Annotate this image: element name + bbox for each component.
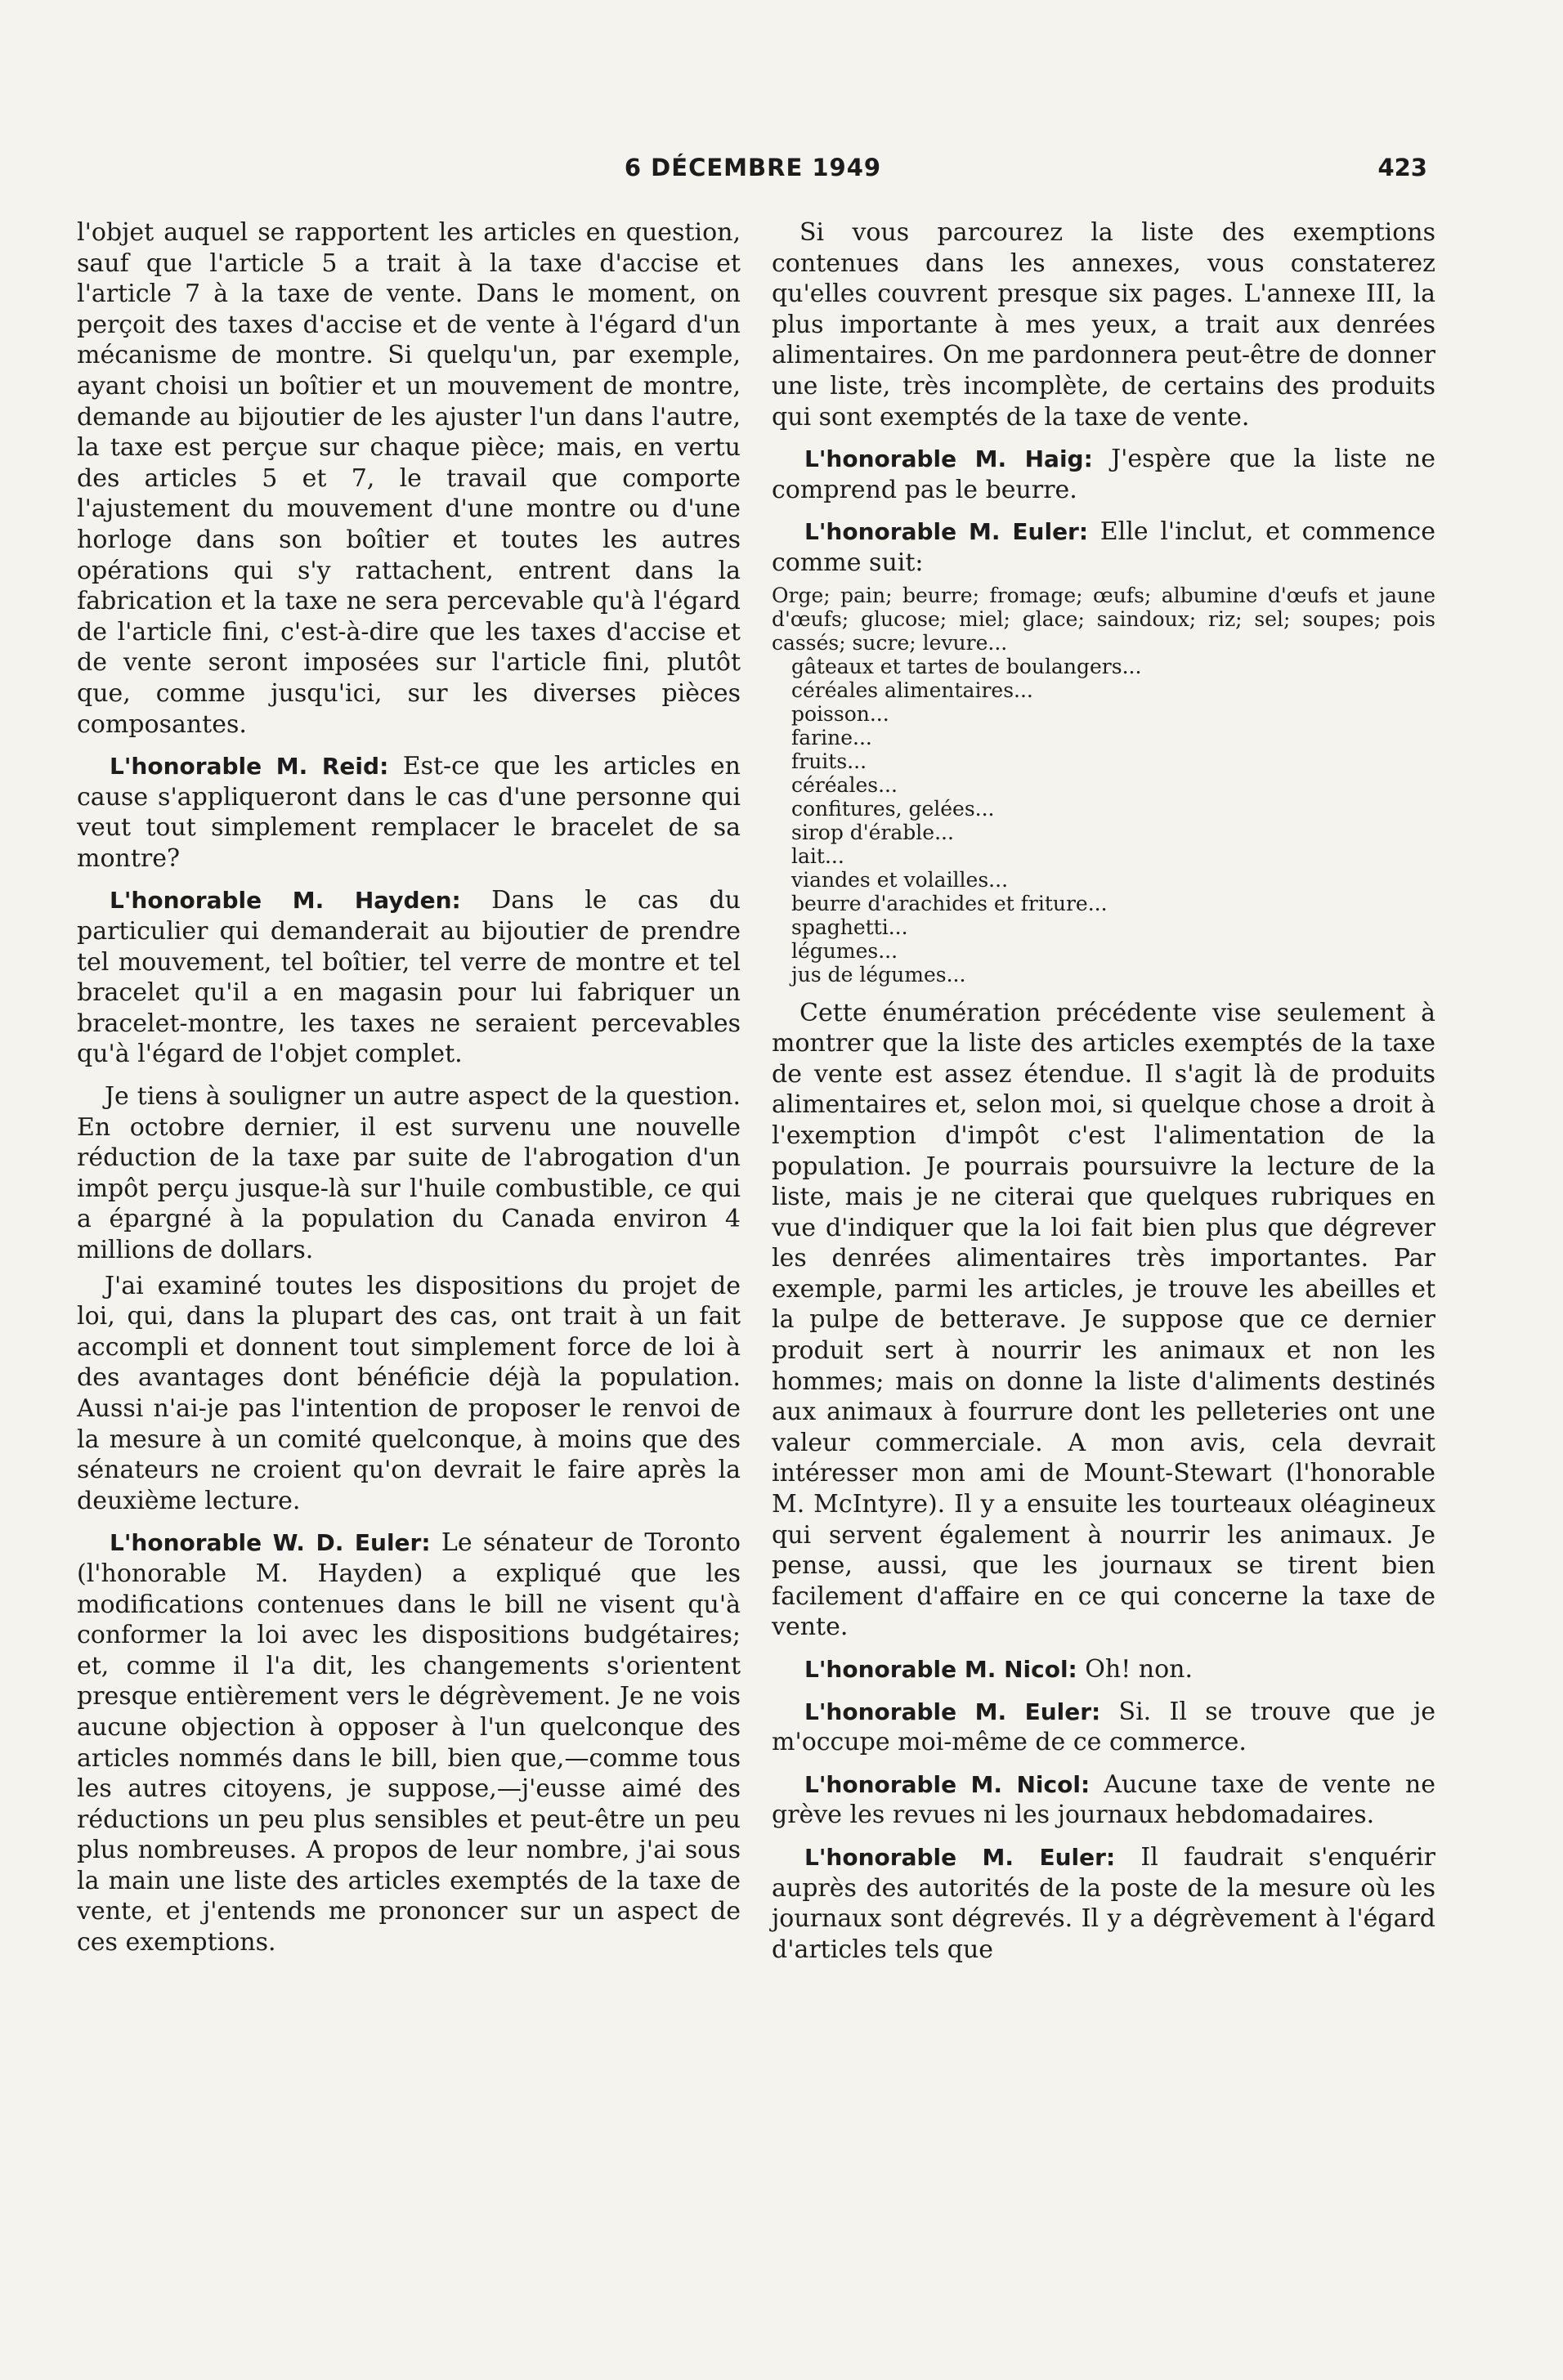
speech-text: Dans le cas du particulier qui demanderait au bijoutier de prendre tel mouvement, tel boîtier, tel verre de montre et tel bracelet qu'il a en magasin pour lui fabriquer un bracelet-montre, les taxes ne seraient percevables qu'à l'égard de l'objet complet. [77, 886, 741, 1069]
speech-text: Aucune taxe de vente ne grève les revues ni les journaux hebdomadaires. [772, 1769, 1435, 1830]
list-item: farine... [791, 725, 872, 749]
page-header [78, 154, 1427, 193]
paragraph: Cette énumération précédente vise seulement à montrer que la liste des articles exemptés de la taxe de vente est assez étendue. Il s'agit là de produits alimentaires et, selon moi, si quelque chose a droit à l'exemption d'impôt c'est l'alimentation de la population. Je pourrais poursuivre la lecture de la liste, mais je ne citerai que quelques rubriques en vue d'indiquer que la loi fait bien plus que dégrever les denrées alimentaires très importantes. Par exemple, parmi les articles, je trouve les abeilles et la pulpe de betterave. Je suppose que ce dernier produit sert à nourrir les animaux et non les hommes; mais on donne la liste d'aliments destinés aux animaux à fourrure dont les pelleteries ont une valeur commerciale. A mon avis, cela devrait intéresser mon ami de Mount-Stewart (l'honorable M. McIntyre). Il y a ensuite les tourteaux oléagineux qui servent également à nourrir les animaux. Je pense, aussi, que les journaux se tirent bien facilement d'affaire en ce qui concerne la taxe de vente. [772, 998, 1435, 1642]
speech-paragraph [772, 1654, 1435, 1685]
left-column [77, 217, 741, 2342]
speaker-name: L'honorable M. Reid: [110, 753, 389, 781]
speech-text: Elle l'inclut, et commence comme suit: [772, 517, 1435, 577]
list-item: viandes et volailles... [791, 867, 1009, 892]
speech-text: Oh! non. [1077, 1655, 1194, 1684]
speaker-name: L'honorable M. Nicol: [804, 1770, 1091, 1798]
speaker-name: L'honorable M. Euler: [804, 1843, 1116, 1871]
speech-text: Il faudrait s'enquérir auprès des autorités de la poste de la mesure où les journaux sont dégrevés. Il y a dégrèvement à l'égard d'articles tels que [772, 1842, 1435, 1964]
speech-paragraph [772, 444, 1435, 505]
speaker-name: L'honorable M. Nicol: [804, 1656, 1077, 1683]
list-item: céréales alimentaires... [791, 678, 1033, 702]
list-item: beurre d'arachides et friture... [791, 891, 1108, 915]
speech-paragraph [772, 1842, 1435, 1965]
speech-paragraph [772, 517, 1435, 578]
list-item: jus de légumes... [791, 962, 966, 986]
list-item: poisson... [791, 701, 889, 726]
page-number: 423 [1377, 154, 1427, 181]
paragraph: J'ai examiné toutes les dispositions du projet de loi, qui, dans la plupart des cas, ont trait à un fait accompli et donnent tout simplement force de loi à des avantages dont bénéficie déjà la population. Aussi n'ai-je pas l'intention de proposer le renvoi de la mesure à un comité quelconque, à moins que des sénateurs ne croient qu'on devrait le faire après la deuxième lecture. [77, 1271, 741, 1515]
speaker-name: L'honorable M. Euler: [804, 1698, 1101, 1725]
speech-paragraph [772, 1697, 1435, 1758]
list-item: céréales... [791, 772, 898, 797]
speech-text: J'espère que la liste ne comprend pas le beurre. [772, 445, 1435, 504]
speech-text: Si. Il se trouve que je m'occupe moi-même de ce commerce. [772, 1697, 1435, 1757]
paragraph: l'objet auquel se rapportent les articles en question, sauf que l'article 5 a trait à la taxe d'accise et l'article 7 à la taxe de vente. Dans le moment, on perçoit des taxes d'accise et de vente à l'égard d'un mécanisme de montre. Si quelqu'un, par exemple, ayant choisi un boîtier et un mouvement de montre, demande au bijoutier de les ajuster l'un dans l'autre, la taxe est perçue sur chaque pièce; mais, en vertu des articles 5 et 7, le travail que comporte l'ajustement du mouvement d'une montre ou d'une horloge dans son boîtier et toutes les autres opérations qui s'y rattachent, entrent dans la fabrication et la taxe ne sera percevable qu'à l'égard de l'article fini, c'est-à-dire que les taxes d'accise et de vente seront imposées sur l'article fini, plutôt que, comme jusqu'ici, sur les diverses pièces composantes. [77, 218, 741, 739]
list-item: spaghetti... [791, 915, 908, 939]
speech-paragraph [77, 885, 741, 1070]
list-item: lait... [791, 843, 844, 868]
exemption-list-lead: Orge; pain; beurre; fromage; œufs; albumine d'œufs et jaune d'œufs; glucose; miel; glace; saindoux; riz; sel; soupes; pois cassés; sucre; levure... [772, 583, 1435, 655]
paragraph: Je tiens à souligner un autre aspect de la question. En octobre dernier, il est survenu une nouvelle réduction de la taxe par suite de l'abrogation d'un impôt perçu jusque-là sur l'huile combustible, ce qui a épargné à la population du Canada environ 4 millions de dollars. [77, 1082, 741, 1264]
speaker-name: L'honorable M. Hayden: [110, 887, 461, 915]
list-item: sirop d'érable... [791, 820, 954, 844]
right-column [772, 217, 1435, 2342]
speech-paragraph [772, 1769, 1435, 1831]
speaker-name: L'honorable M. Euler: [804, 518, 1089, 546]
speech-text: Est-ce que les articles en cause s'appliqueront dans le cas d'une personne qui veut tout simplement remplacer le bracelet de sa montre? [77, 752, 741, 873]
paragraph: Si vous parcourez la liste des exemptions contenues dans les annexes, vous constaterez qu'elles couvrent presque six pages. L'annexe III, la plus importante à mes yeux, a trait aux denrées alimentaires. On me pardonnera peut-être de donner une liste, très incomplète, de certains des produits qui sont exemptés de la taxe de vente. [772, 218, 1435, 432]
speaker-name: L'honorable M. Haig: [804, 445, 1093, 473]
header-date: 6 DÉCEMBRE 1949 [624, 154, 882, 181]
speech-text: Le sénateur de Toronto (l'honorable M. Hayden) a expliqué que les modifications contenues dans le bill ne visent qu'à conformer la loi avec les dispositions budgétaires; et, comme il l'a dit, les changements s'orientent presque entièrement vers le dégrèvement. Je ne vois aucune objection à opposer à l'un quelconque des articles nommés dans le bill, bien que,—comme tous les autres citoyens, je suppose,—j'eusse aimé des réductions un peu plus sensibles et peut-être un peu plus nombreuses. A propos de leur nombre, j'ai sous la main une liste des articles exemptés de la taxe de vente, et j'entends me prononcer sur un aspect de ces exemptions. [77, 1528, 741, 1957]
list-item: confitures, gelées... [791, 796, 995, 821]
list-item: gâteaux et tartes de boulangers... [791, 654, 1142, 678]
list-item: fruits... [791, 749, 867, 773]
speech-paragraph [77, 1528, 741, 1957]
exemption-list [772, 584, 1435, 986]
speech-paragraph [77, 751, 741, 874]
speaker-name: L'honorable W. D. Euler: [110, 1529, 431, 1557]
list-item: légumes... [791, 938, 898, 963]
